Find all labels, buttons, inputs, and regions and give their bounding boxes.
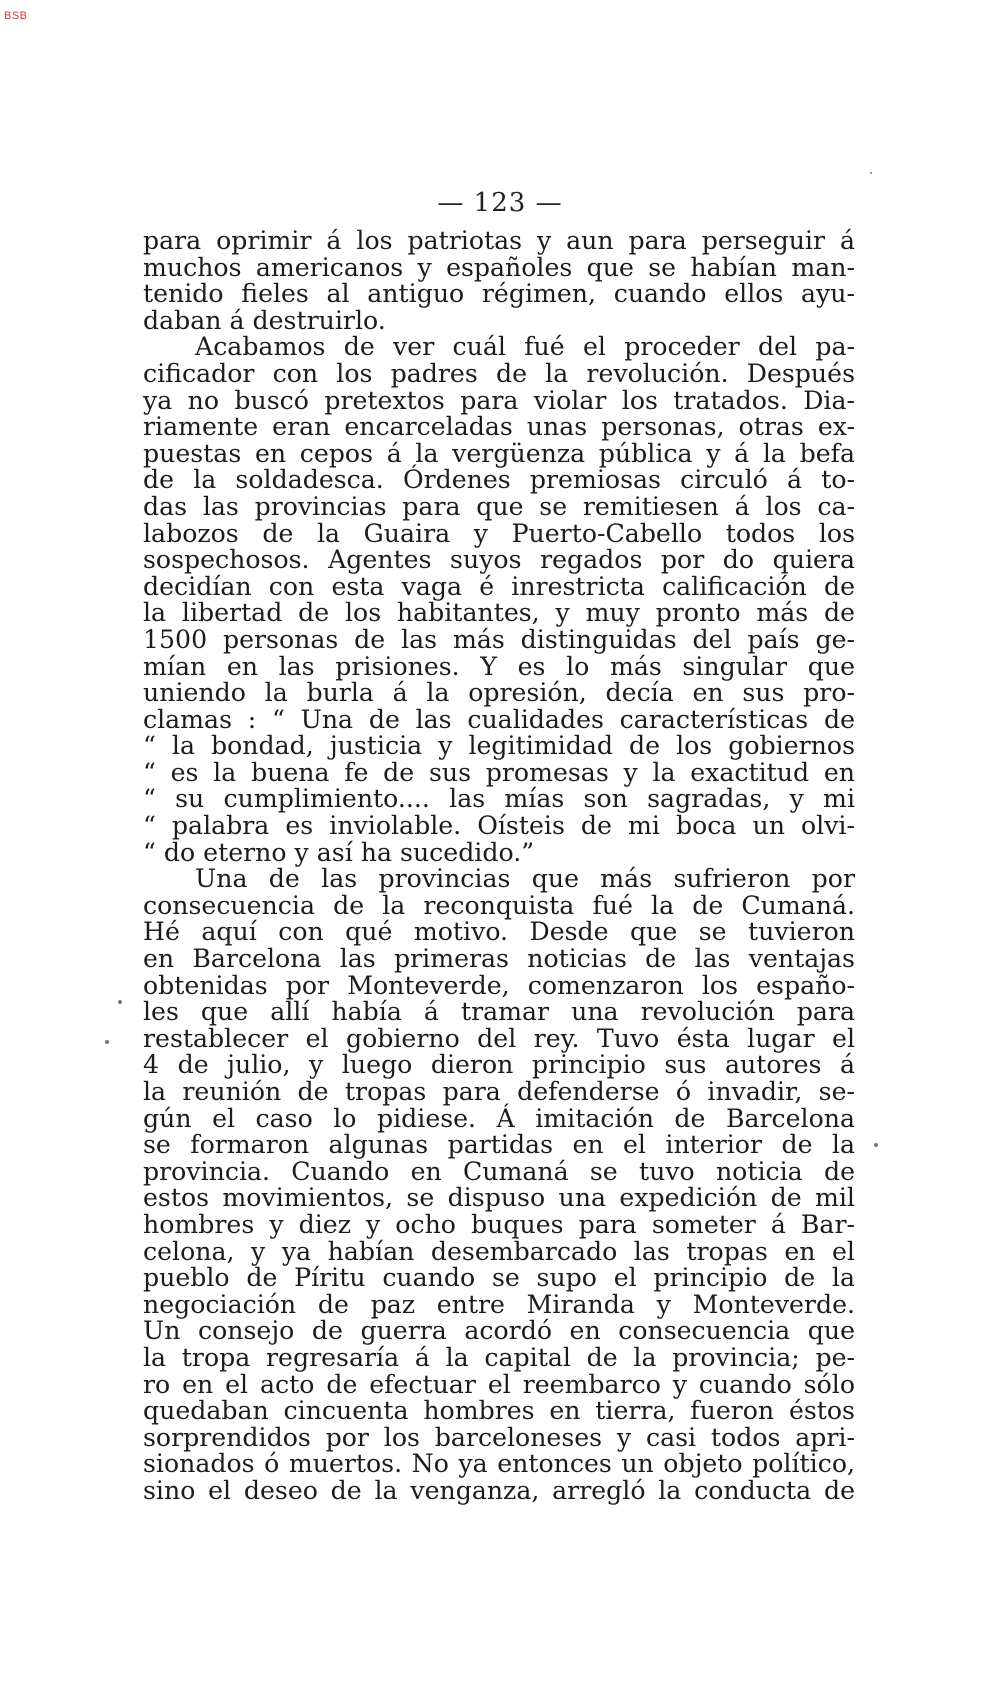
page-number: — 123 — xyxy=(437,188,563,218)
text-line: la libertad de los habitantes, y muy pronto más de xyxy=(143,598,855,628)
text-line: se formaron algunas partidas en el interior de la xyxy=(143,1130,855,1160)
text-line: sospechosos. Agentes suyos regados por do quiera xyxy=(143,545,855,575)
text-line: “ do eterno y así ha sucedido.” xyxy=(143,837,535,867)
scan-speck xyxy=(870,172,872,174)
library-watermark: BSB xyxy=(4,10,28,22)
text-line: 4 de julio, y luego dieron principio sus autores á xyxy=(143,1050,855,1080)
text-line: hombres y diez y ocho buques para someter á Bar- xyxy=(143,1209,855,1239)
text-line: de la soldadesca. Órdenes premiosas circuló á to- xyxy=(143,465,855,495)
text-line: restablecer el gobierno del rey. Tuvo ésta lugar el xyxy=(143,1023,855,1053)
text-line: Un consejo de guerra acordó en consecuencia que xyxy=(143,1316,855,1346)
text-line: “ su cumplimiento.... las mías son sagradas, y mi xyxy=(143,784,855,814)
text-line: puestas en cepos á la vergüenza pública y á la befa xyxy=(143,438,855,468)
text-line: “ es la buena fe de sus promesas y la exactitud en xyxy=(143,757,855,787)
text-line: quedaban cincuenta hombres en tierra, fueron éstos xyxy=(143,1396,855,1426)
text-line: 1500 personas de las más distinguidas del país ge- xyxy=(143,624,855,654)
text-line: ro en el acto de efectuar el reembarco y cuando sólo xyxy=(143,1369,855,1399)
text-line: gún el caso lo pidiese. Á imitación de Barcelona xyxy=(143,1103,855,1133)
text-line: sionados ó muertos. No ya entonces un objeto político, xyxy=(143,1449,855,1479)
text-line: labozos de la Guaira y Puerto-Cabello todos los xyxy=(143,518,855,548)
body-text xyxy=(143,228,855,1505)
scan-speck xyxy=(105,1040,109,1044)
text-line: obtenidas por Monteverde, comenzaron los españo- xyxy=(143,970,855,1000)
text-line: Una de las provincias que más sufrieron por xyxy=(195,864,855,894)
text-line: “ la bondad, justicia y legitimidad de los gobiernos xyxy=(143,731,855,761)
text-line: das las provincias para que se remitiesen á los ca- xyxy=(143,491,855,521)
text-line: cificador con los padres de la revolución. Después xyxy=(143,358,855,388)
text-line: consecuencia de la reconquista fué la de Cumaná. xyxy=(143,890,855,920)
text-line: en Barcelona las primeras noticias de las ventajas xyxy=(143,944,855,974)
text-line: uniendo la burla á la opresión, decía en sus pro- xyxy=(143,678,855,708)
text-line: ya no buscó pretextos para violar los tratados. Dia- xyxy=(143,385,855,415)
text-line: celona, y ya habían desembarcado las tropas en el xyxy=(143,1236,855,1266)
scan-speck xyxy=(874,1143,878,1147)
text-line: para oprimir á los patriotas y aun para perseguir á xyxy=(143,226,855,255)
scan-speck xyxy=(118,1000,122,1004)
text-line: pueblo de Píritu cuando se supo el principio de la xyxy=(143,1263,855,1293)
text-line: tenido fieles al antiguo régimen, cuando ellos ayu- xyxy=(143,279,855,309)
text-line: “ palabra es inviolable. Oísteis de mi boca un olvi- xyxy=(143,811,855,841)
text-line: muchos americanos y españoles que se habían man- xyxy=(143,252,855,282)
text-line: mían en las prisiones. Y es lo más singular que xyxy=(143,651,855,681)
text-line: la reunión de tropas para defenderse ó invadir, se- xyxy=(143,1077,855,1106)
text-line: estos movimientos, se dispuso una expedición de mil xyxy=(143,1183,855,1213)
text-line: les que allí había á tramar una revolución para xyxy=(143,997,855,1027)
text-line: daban á destruirlo. xyxy=(143,305,386,335)
text-line: negociación de paz entre Miranda y Monteverde. xyxy=(143,1289,855,1319)
text-line: clamas : “ Una de las cualidades características de xyxy=(143,704,855,734)
text-line: la tropa regresaría á la capital de la provincia; pe- xyxy=(143,1342,855,1372)
text-line: sorprendidos por los barceloneses y casi todos apri- xyxy=(143,1422,855,1452)
text-line: decidían con esta vaga é inrestricta calificación de xyxy=(143,571,855,601)
text-line: sino el deseo de la venganza, arregló la conducta de xyxy=(143,1475,855,1505)
text-line: Acabamos de ver cuál fué el proceder del pa- xyxy=(195,332,855,362)
text-line: Hé aquí con qué motivo. Desde que se tuvieron xyxy=(143,917,855,947)
text-line: provincia. Cuando en Cumaná se tuvo noticia de xyxy=(143,1156,855,1186)
text-line: riamente eran encarceladas unas personas, otras ex- xyxy=(143,412,855,442)
